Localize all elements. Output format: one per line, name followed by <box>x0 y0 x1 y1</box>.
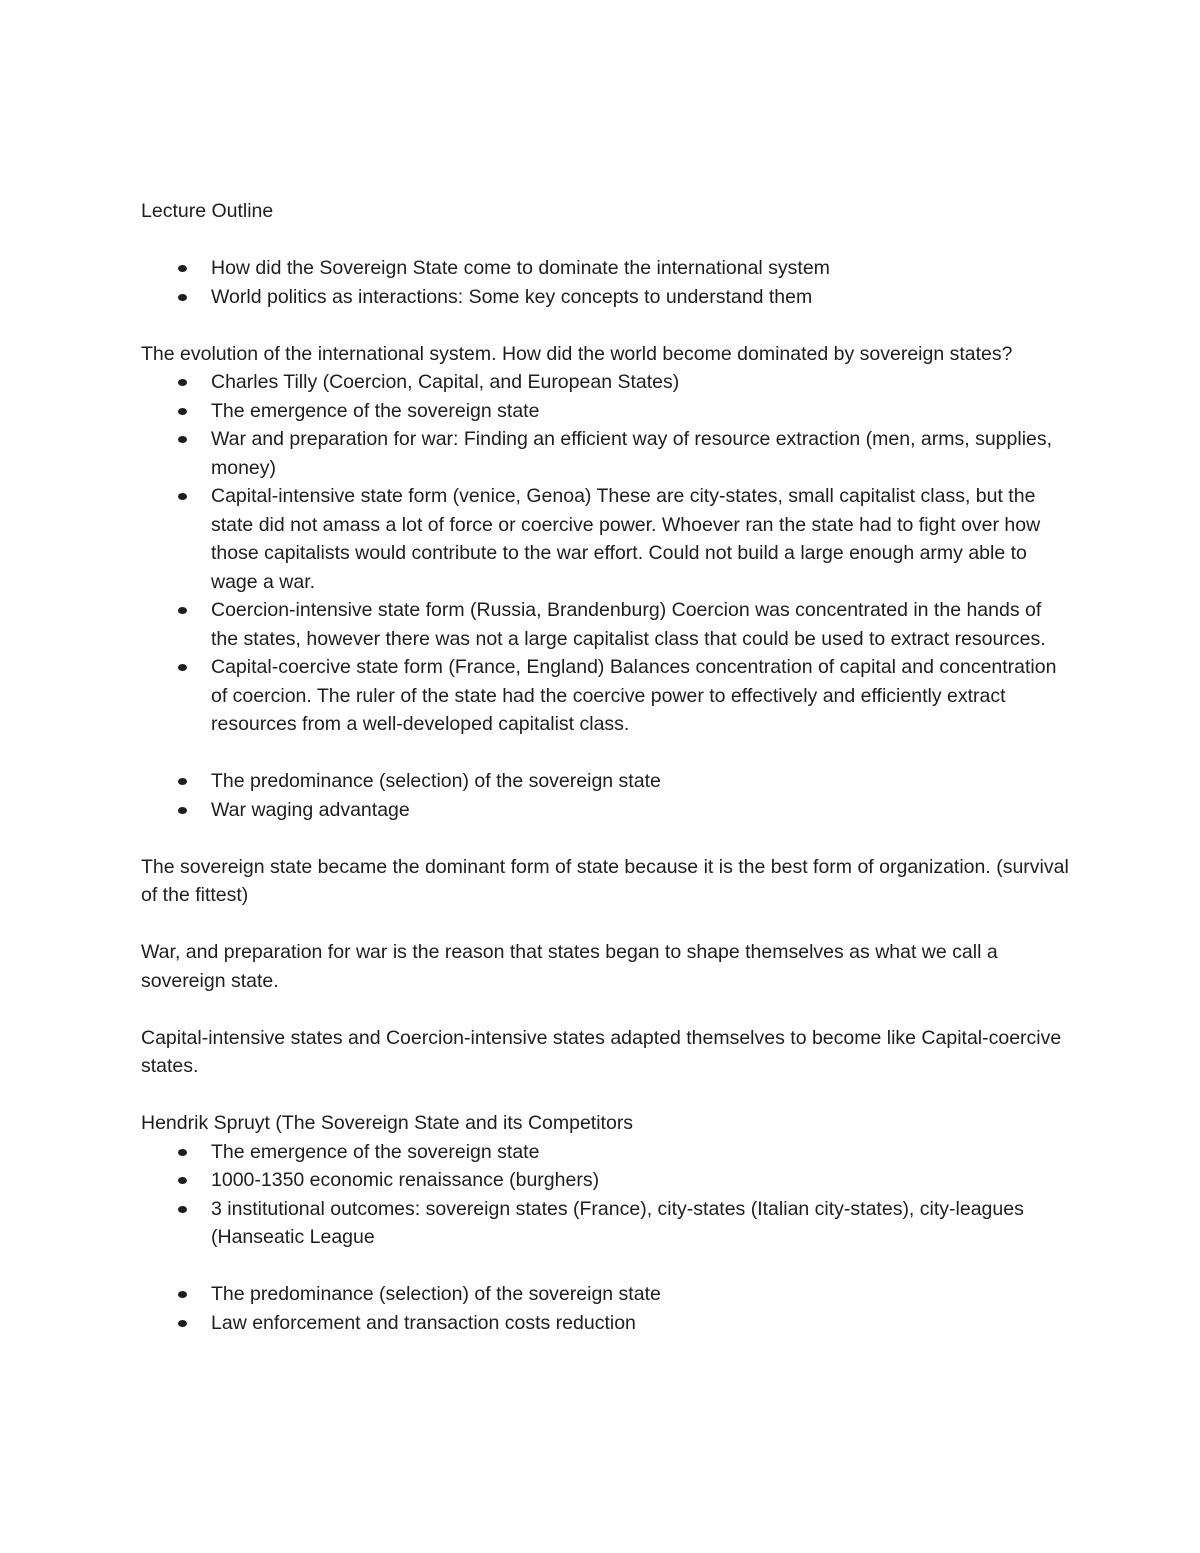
bullet-icon <box>178 1291 187 1298</box>
list-item-text: How did the Sovereign State come to dominate the international system <box>211 257 830 279</box>
list-item <box>211 368 1071 397</box>
bullet-icon <box>178 807 187 814</box>
list-item-text: Capital-coercive state form (France, England) Balances concentration of capital and concentration of coercion. The ruler of the state had the coercive power to effectively and efficiently extract resources from a well-developed capitalist class. <box>211 656 1057 735</box>
list-item <box>211 425 1071 482</box>
list-item <box>211 1309 1071 1338</box>
spacer <box>141 226 1071 255</box>
tilly-list <box>141 368 1071 739</box>
spacer <box>141 910 1071 939</box>
list-item <box>211 653 1071 739</box>
document-body <box>141 197 1071 1337</box>
list-item <box>211 397 1071 426</box>
bullet-icon <box>178 607 187 614</box>
paragraph-dominant: The sovereign state became the dominant form of state because it is the best form of organization. (survival of the fittest) <box>141 855 1069 906</box>
bullet-icon <box>178 664 187 671</box>
bullet-icon <box>178 379 187 386</box>
bullet-icon <box>178 1320 187 1327</box>
list-item-text: 1000-1350 economic renaissance (burghers) <box>211 1169 600 1191</box>
bullet-icon <box>178 493 187 500</box>
bullet-icon <box>178 1206 187 1213</box>
list-item <box>211 1280 1071 1309</box>
document-title: Lecture Outline <box>141 200 274 222</box>
list-item-text: The emergence of the sovereign state <box>211 399 540 422</box>
list-item <box>211 796 1071 825</box>
spacer <box>141 1081 1071 1110</box>
spruyt-list <box>141 1138 1071 1252</box>
list-item-text: 3 institutional outcomes: sovereign states (France), city-states (Italian city-states), city-leagues (Hanseatic League <box>211 1197 1024 1248</box>
list-item-text: War waging advantage <box>211 798 410 821</box>
list-item <box>211 767 1071 796</box>
list-item-text: The emergence of the sovereign state <box>211 1140 540 1163</box>
outline-list <box>141 254 1071 311</box>
paragraph-adapted: Capital-intensive states and Coercion-intensive states adapted themselves to become like Capital-coercive states. <box>141 1026 1062 1077</box>
spacer <box>141 995 1071 1024</box>
bullet-icon <box>178 294 187 301</box>
list-item <box>211 596 1071 653</box>
list-item <box>211 283 1071 312</box>
evolution-heading: The evolution of the international system. How did the world become dominated by sovereign states? <box>141 342 1013 365</box>
list-item-text: Coercion-intensive state form (Russia, Brandenburg) Coercion was concentrated in the hands of the states, however there was not a large capitalist class that could be used to extract resources. <box>211 599 1046 650</box>
spacer <box>141 824 1071 853</box>
spruyt-heading: Hendrik Spruyt (The Sovereign State and its Competitors <box>141 1112 634 1134</box>
list-item-text: The predominance (selection) of the sovereign state <box>211 770 661 792</box>
spruyt-list-2 <box>141 1280 1071 1337</box>
list-item-text: World politics as interactions: Some key concepts to understand them <box>211 285 813 308</box>
list-item <box>211 1195 1071 1252</box>
bullet-icon <box>178 408 187 415</box>
paragraph-war: War, and preparation for war is the reason that states began to shape themselves as what we call a sovereign state. <box>141 941 998 992</box>
bullet-icon <box>178 1177 187 1184</box>
bullet-icon <box>178 265 187 272</box>
spacer <box>141 311 1071 340</box>
bullet-icon <box>178 778 187 785</box>
spacer <box>141 739 1071 768</box>
list-item <box>211 254 1071 283</box>
list-item <box>211 1138 1071 1167</box>
spacer <box>141 1252 1071 1281</box>
list-item <box>211 482 1071 596</box>
list-item-text: Capital-intensive state form (venice, Genoa) These are city-states, small capitalist class, but the state did not amass a lot of force or coercive power. Whoever ran the state had to fight over how those capitalists would contribute to the war effort. Could not build a large enough army able to wage a war. <box>211 485 1041 593</box>
list-item-text: The predominance (selection) of the sovereign state <box>211 1283 661 1305</box>
list-item-text: War and preparation for war: Finding an efficient way of resource extraction (men, arms, supplies, money) <box>211 428 1053 479</box>
list-item-text: Law enforcement and transaction costs reduction <box>211 1311 636 1334</box>
tilly-list-2 <box>141 767 1071 824</box>
bullet-icon <box>178 1149 187 1156</box>
list-item-text: Charles Tilly (Coercion, Capital, and European States) <box>211 371 680 393</box>
list-item <box>211 1166 1071 1195</box>
bullet-icon <box>178 436 187 443</box>
